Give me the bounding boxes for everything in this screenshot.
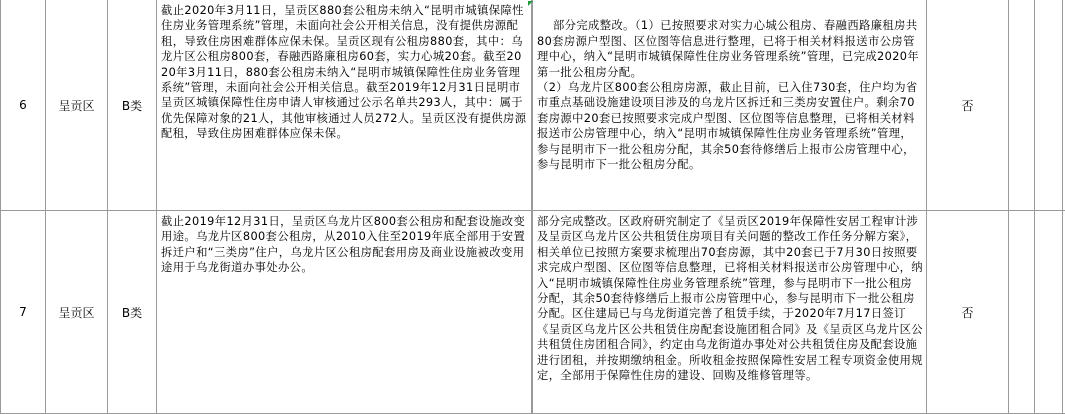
problem-description: 截止2020年3月11日，呈贡区880套公租房未纳入“昆明市城镇保障性住房业务管理系统”管理，未面向社会公开相关信息，没有提供房源配租，导致住房困难群体应保未保。呈贡区现有公租房880套，其中：乌龙片区公租房800套，春融西路廉租房60套，实力心城20套。截至2020年3月11日，880套公租房未纳入“昆明市城镇保障性住房业务管理系统”管理，未面向社会公开相关信息。截至2019年12月31日昆明市呈贡区城镇保障性住房申请人审核通过公示名单共293人，其中：属于优先保障对象的21人，其他审核通过人员272人。呈贡区没有提供房源配租，导致住房困难群体应保未保。 — [161, 4, 527, 141]
column-divider — [1034, 0, 1035, 414]
row-index-cell — [1, 211, 45, 413]
category-label: B类 — [121, 98, 143, 113]
problem-description-cell — [157, 211, 531, 413]
rectification-progress: 部分完成整改。区政府研究制定了《呈贡区2019年保障性安居工程审计涉及呈贡区乌龙片区公共租赁住房项目有关问题的整改工作任务分解方案》，相关单位已按照方案要求梳理出70套房源，其中20套已于7月30日按照要求完成户型图、区位图等信息整理，已将相关材料报送市公房管理中心，纳入“昆明市城镇保障性住房业务管理系统”管理，参与昆明市下一批公租房分配，其余50套待修缮后上报市公房管理中心，参与昆明市下一批公租房分配。区住建局已与乌龙街道完善了租赁手续，于2020年7月17日签订《呈贡区乌龙片区公共租赁住房配套设施团租合同》及《呈贡区乌龙片区公共租赁住房团租合同》，约定由乌龙街道办事处对公共租赁住房及配套设施进行团租，并按期缴纳租金。所收租金按照保障性安居工程专项资金使用规定，全部用于保障性住房的建设、回购及维修管理等。 — [537, 215, 924, 383]
problem-description: 截止2019年12月31日，呈贡区乌龙片区800套公租房和配套设施改变用途。乌龙片区800套公租房，从2010入住至2019年底全部用于安置拆迁户和“三类房”住户，乌龙片区公租房配套用房及商业设施被改变用途用于乌龙街道办事处办公。 — [161, 215, 526, 275]
row-index: 6 — [19, 98, 27, 112]
status-flag-cell — [927, 0, 1008, 210]
row-index-cell — [1, 0, 45, 210]
column-divider — [1062, 0, 1063, 414]
category-label: B类 — [121, 305, 143, 320]
category-cell — [108, 0, 156, 210]
column-divider — [1008, 0, 1009, 414]
problem-description-cell — [157, 0, 531, 210]
district-name: 呈贡区 — [58, 305, 95, 320]
district-cell — [46, 211, 107, 413]
rectification-progress-cell — [533, 211, 926, 413]
rectification-progress-cell — [533, 0, 926, 210]
district-cell — [46, 0, 107, 210]
rectification-progress: 部分完成整改。（1）已按照要求对实力心城公租房、春融西路廉租房共80套房源户型图、区位图等信息进行整理，已将于相关材料报送市公房管理中心，纳入“昆明市城镇保障性住房业务管理系统”管理，已完成2020年第一批公租房分配。 （2）乌龙片区800套公租房房源，截止目前，已入住730套，住户均为省市重点基础设施建设项目涉及的乌龙片区拆迁和三类房安置住户。剩余70套房源中20套已按照要求完成户型图、区位图等信息整理，已将相关材料报送市公房管理中心，纳入“昆明市城镇保障性住房业务管理系统”管理，参与昆明市下一批公租房分配，其余50套待修缮后上报市公房管理中心，参与昆明市下一批公租房分配。 — [537, 19, 920, 172]
category-cell — [108, 211, 156, 413]
status-flag-cell — [927, 211, 1008, 413]
row-index: 7 — [19, 305, 27, 319]
status-flag: 否 — [961, 305, 974, 320]
district-name: 呈贡区 — [58, 98, 95, 113]
status-flag: 否 — [961, 98, 974, 113]
